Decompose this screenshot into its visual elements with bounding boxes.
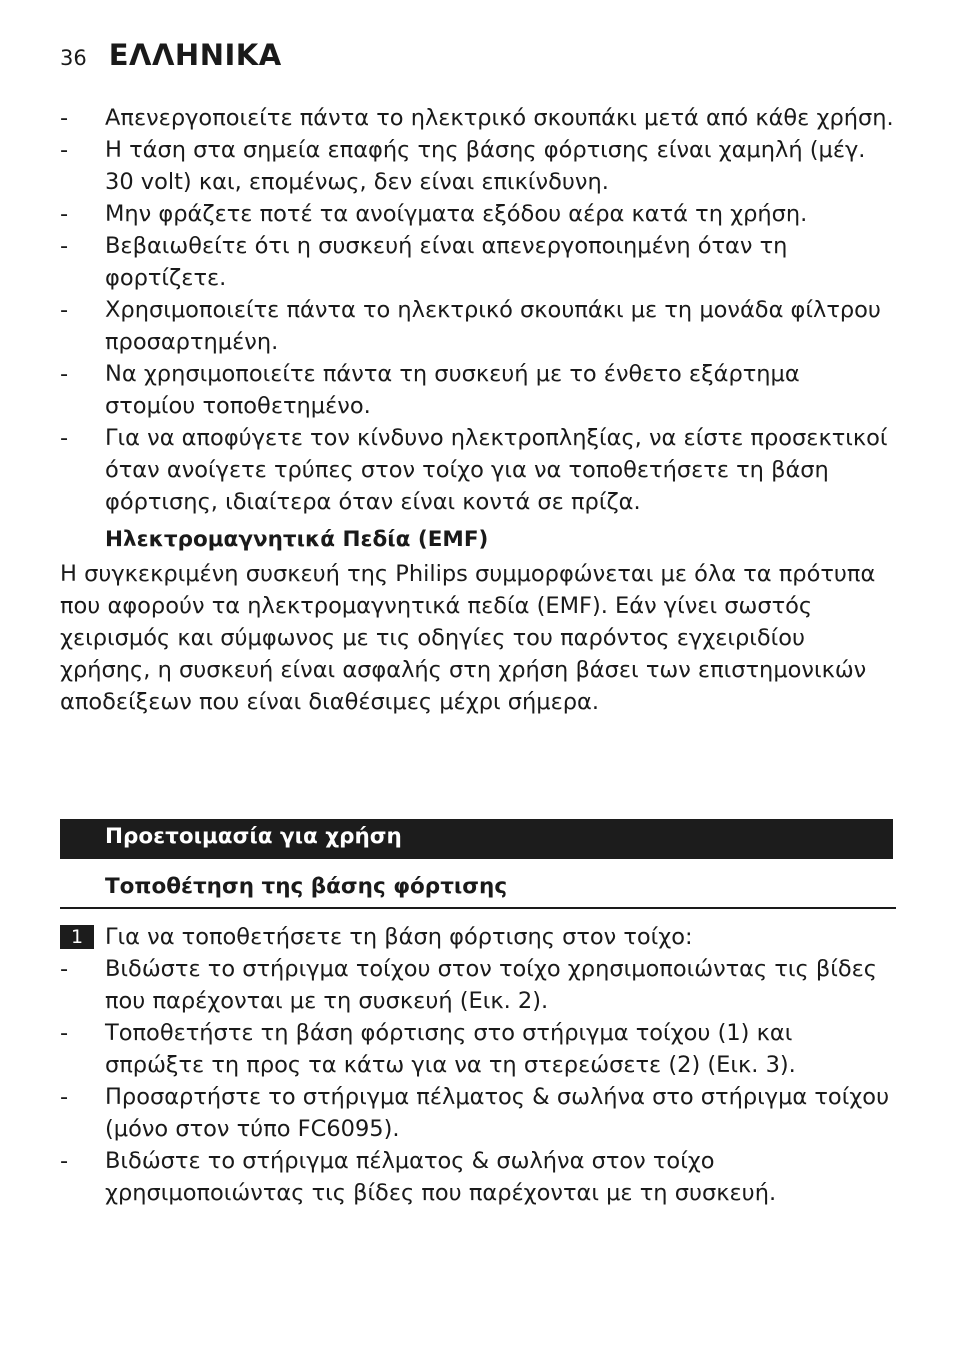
step-item [60, 921, 896, 953]
list-item: - Βιδώστε το στήριγμα τοίχου στον τοίχο χρησιμοποιώντας τις βίδες που παρέχονται με τη συσκευή (Εικ. 2). [60, 956, 877, 1014]
section-title: Προετοιμασία για χρήση [105, 824, 402, 849]
section-bar [60, 819, 893, 859]
step-number-badge: 1 [60, 925, 94, 949]
list-item: - Απενεργοποιείτε πάντα το ηλεκτρικό σκουπάκι μετά από κάθε χρήση. [60, 105, 894, 131]
page-number: 36 [60, 46, 87, 70]
list-item: - Μην φράζετε ποτέ τα ανοίγματα εξόδου αέρα κατά τη χρήση. [60, 201, 808, 227]
list-item: - Να χρησιμοποιείτε πάντα τη συσκευή με το ένθετο εξάρτημα στομίου τοποθετημένο. [60, 361, 800, 419]
language-title: ΕΛΛΗΝΙΚΑ [108, 38, 282, 72]
list-item: - Για να αποφύγετε τον κίνδυνο ηλεκτροπληξίας, να είστε προσεκτικοί όταν ανοίγετε τρύπες στον τοίχο για να τοποθετήσετε τη βάση φόρτισης, ιδιαίτερα όταν είναι κοντά σε πρίζα. [60, 425, 888, 515]
emf-heading: Ηλεκτρομαγνητικά Πεδία (EMF) [105, 527, 489, 552]
divider [60, 907, 896, 909]
list-item: - Η τάση στα σημεία επαφής της βάσης φόρτισης είναι χαμηλή (μέγ. 30 volt) και, επομένως, δεν είναι επικίνδυνη. [60, 137, 866, 195]
list-item: - Προσαρτήστε το στήριγμα πέλματος & σωλήνα στο στήριγμα τοίχου (μόνο στον τύπο FC6095). [60, 1084, 890, 1142]
list-item: - Χρησιμοποιείτε πάντα το ηλεκτρικό σκουπάκι με τη μονάδα φίλτρου προσαρτημένη. [60, 297, 881, 355]
warnings-section [60, 102, 896, 718]
mounting-section [60, 921, 896, 1209]
step-text: Για να τοποθετήσετε τη βάση φόρτισης στον τοίχο: [105, 924, 693, 950]
emf-paragraph: Η συγκεκριμένη συσκευή της Philips συμμορφώνεται με όλα τα πρότυπα που αφορούν τα ηλεκτρομαγνητικά πεδία (EMF). Εάν γίνει σωστός χειρισμός και σύμφωνος με τις οδηγίες του παρόντος εγχειριδίου χρήσης, η συσκευή είναι ασφαλής στη χρήση βάσει των επιστημονικών αποδείξεων που είναι διαθέσιμες μέχρι σήμερα. [60, 561, 876, 715]
list-item: - Βιδώστε το στήριγμα πέλματος & σωλήνα στον τοίχο χρησιμοποιώντας τις βίδες που παρέχονται με τη συσκευή. [60, 1148, 777, 1206]
list-item: - Βεβαιωθείτε ότι η συσκευή είναι απενεργοποιημένη όταν τη φορτίζετε. [60, 233, 788, 291]
list-item: - Τοποθετήστε τη βάση φόρτισης στο στήριγμα τοίχου (1) και σπρώξτε τη προς τα κάτω για να τη στερεώσετε (2) (Εικ. 3). [60, 1020, 796, 1078]
mounting-heading: Τοποθέτηση της βάσης φόρτισης [105, 874, 508, 899]
page-header [60, 38, 282, 74]
